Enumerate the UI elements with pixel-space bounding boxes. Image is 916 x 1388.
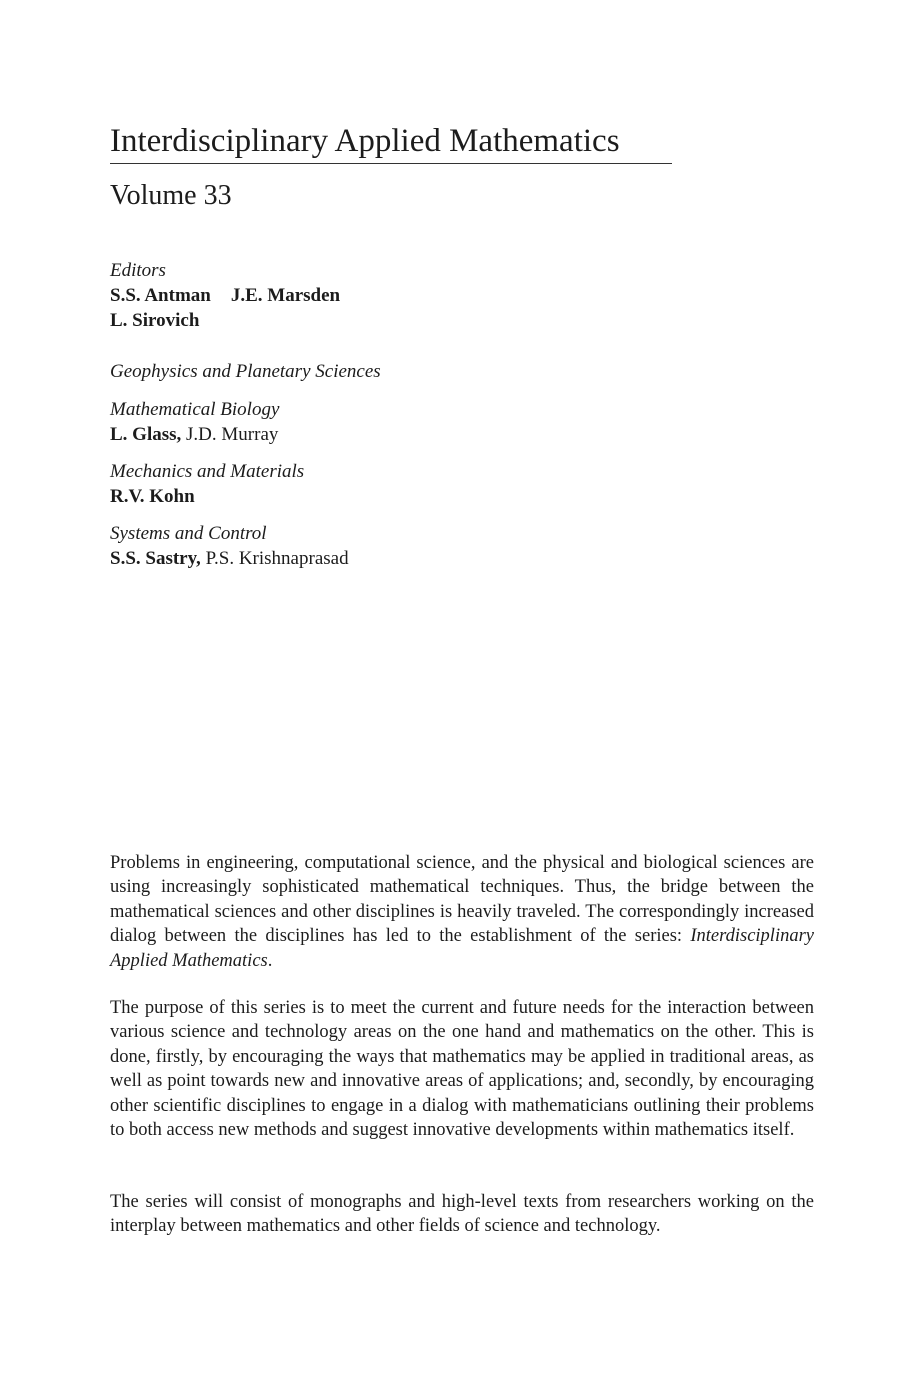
paragraph-end: . xyxy=(267,950,273,971)
other-editors: J.D. Murray xyxy=(181,424,279,445)
editors-label: Editors xyxy=(110,260,166,281)
series-title: Interdisciplinary Applied Mathematics xyxy=(110,120,672,164)
lead-editor: L. Glass, xyxy=(110,424,182,445)
paragraph-text: Problems in engineering, computational science, and the physical and biological sciences are using increasingly sophisticated mathematical techniques. Thus, the bridge between the mathematical sciences and other disciplines is heavily traveled. The correspondingly increased dialog between the disciplines has led to the establishment of the series: xyxy=(110,853,814,947)
lead-editor: R.V. Kohn xyxy=(110,486,195,507)
editor-name: J.E. Marsden xyxy=(230,285,341,306)
series-name-inline: Interdisciplinary Applied Mathematics xyxy=(110,926,814,971)
editors-block xyxy=(110,258,340,333)
section-editors xyxy=(110,546,349,571)
editors-line-1 xyxy=(110,283,340,308)
section-geophysics xyxy=(110,359,381,384)
section-systems-control xyxy=(110,521,349,571)
paragraph-intro xyxy=(110,851,814,973)
section-title: Geophysics and Planetary Sciences xyxy=(110,361,381,382)
section-title: Mechanics and Materials xyxy=(110,461,305,482)
editor-name: L. Sirovich xyxy=(110,310,200,331)
paragraph-purpose: The purpose of this series is to meet the current and future needs for the interaction between various science and technology areas on the one hand and mathematics on the other. This is done, firstly, by encouraging the ways that mathematics may be applied in traditional areas, as well as point towards new and innovative areas of applications; and, secondly, by encouraging other scientific disciplines to engage in a dialog with mathematicians outlining their problems to both access new methods and suggest innovative developments within mathematics itself. xyxy=(110,998,814,1141)
section-math-biology xyxy=(110,397,279,447)
lead-editor: S.S. Sastry, xyxy=(110,548,201,569)
section-editors xyxy=(110,422,279,447)
section-title: Mathematical Biology xyxy=(110,399,280,420)
section-editors xyxy=(110,484,304,509)
paragraph-scope: The series will consist of monographs and high-level texts from researchers working on the interplay between mathematics and other fields of science and technology. xyxy=(110,1192,814,1237)
section-mechanics xyxy=(110,459,304,509)
other-editors: P.S. Krishnaprasad xyxy=(200,548,349,569)
section-title: Systems and Control xyxy=(110,523,267,544)
editor-name: S.S. Antman xyxy=(110,285,211,306)
volume-number: Volume 33 xyxy=(110,180,232,211)
